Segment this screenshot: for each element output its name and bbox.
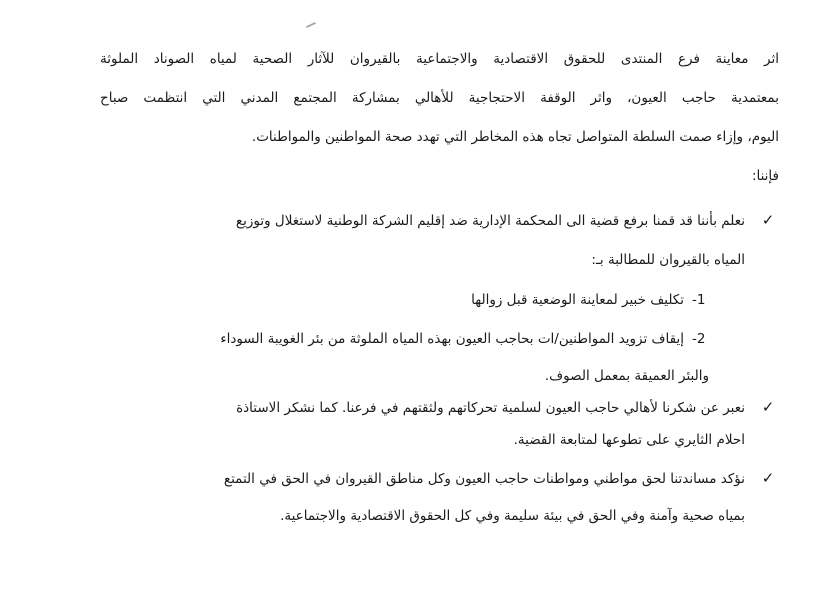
bullet-item-2 — [80, 397, 779, 418]
section-heading: فإننا: — [751, 168, 779, 184]
scan-mark — [306, 22, 316, 28]
bullet-1-line-1: نعلم بأننا قد قمنا برفع قضية الى المحكمة الإدارية ضد إقليم الشركة الوطنية لاستغلال وتوزيع — [235, 213, 745, 229]
checkmark-icon: ✓ — [761, 398, 775, 416]
checkmark-icon: ✓ — [761, 211, 775, 229]
item-number: -1 — [692, 292, 706, 308]
checkmark-icon: ✓ — [761, 469, 775, 487]
intro-line-3: اليوم، وإزاء صمت السلطة المتواصل تجاه هذه المخاطر التي تهدد صحة المواطنين والمواطنات. — [251, 129, 779, 145]
bullet-2-line-1: نعبر عن شكرنا لأهالي حاجب العيون لسلمية تحركاتهم ولثقتهم في فرعنا. كما نشكر الاستاذة — [236, 400, 745, 416]
numbered-item-2-line-1: إيقاف تزويد المواطنين/ات بحاجب العيون بهذه المياه الملوثة من بئر الغويبة السوداء — [220, 331, 684, 347]
bullet-item-1 — [80, 210, 779, 231]
intro-line-2: بمعتمدية حاجب العيون، واثر الوقفة الاحتجاجية للأهالي بمشاركة المجتمع المدني التي انتظمت صباح — [100, 90, 779, 106]
bullet-3-line-1: نؤكد مساندتنا لحق مواطني ومواطنات حاجب العيون وكل مناطق القيروان في الحق في التمتع — [223, 471, 745, 487]
numbered-item-1 — [471, 290, 732, 310]
item-number: -2 — [692, 331, 706, 347]
numbered-item-2 — [80, 329, 732, 349]
numbered-item-2-line-2: والبئر العميقة بمعمل الصوف. — [544, 368, 709, 384]
intro-line-1: اثر معاينة فرع المنتدى للحقوق الاقتصادية والاجتماعية بالقيروان للآثار الصحية لمياه الصوناد الملوثة — [100, 51, 779, 67]
bullet-item-3 — [80, 468, 779, 489]
bullet-2-line-2: احلام الثايري على تطوعها لمتابعة القضية. — [513, 432, 745, 448]
bullet-3-line-2: بمياه صحية وآمنة وفي الحق في بيئة سليمة وفي كل الحقوق الاقتصادية والاجتماعية. — [280, 508, 745, 524]
numbered-item-1-text: تكليف خبير لمعاينة الوضعية قبل زوالها — [471, 292, 684, 308]
bullet-1-line-2: المياه بالقيروان للمطالبة بـ: — [591, 252, 745, 268]
